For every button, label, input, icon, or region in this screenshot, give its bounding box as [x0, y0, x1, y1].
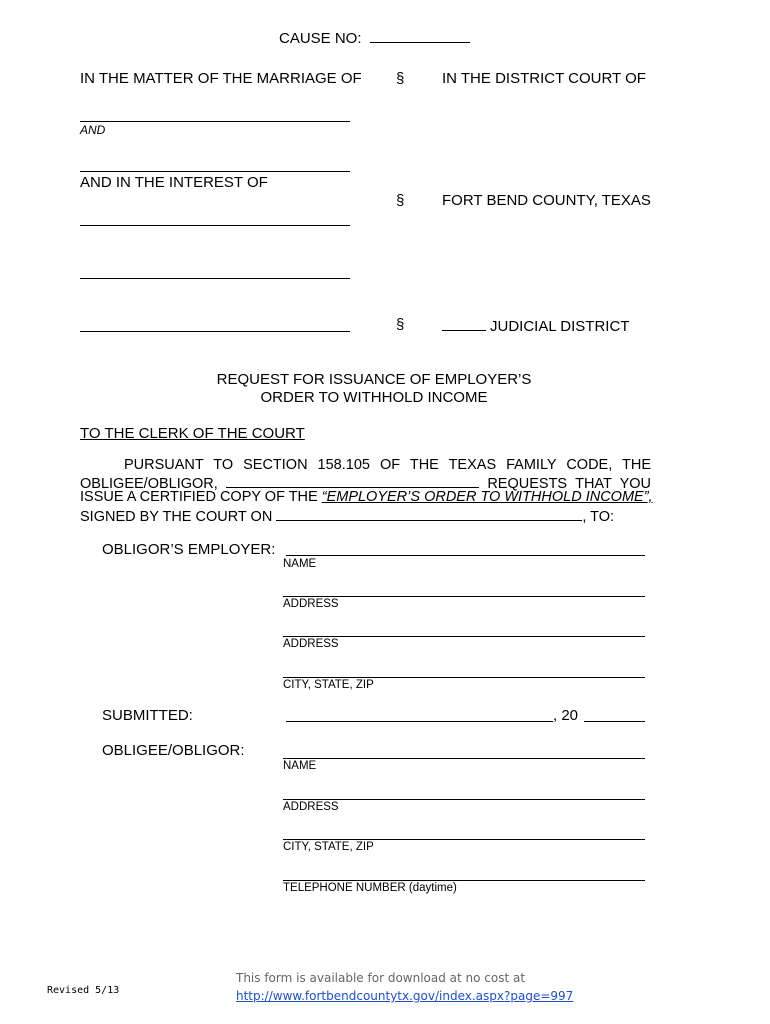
requests-text: REQUESTS THAT YOU [487, 476, 652, 492]
obligee-address-line [283, 799, 645, 800]
addressee: TO THE CLERK OF THE COURT [80, 425, 305, 442]
obligee-name-line [283, 758, 645, 759]
signed-text: SIGNED BY THE COURT ON [80, 509, 273, 525]
employer-name-line [286, 555, 645, 556]
paragraph-line3 [80, 489, 651, 505]
employer-city-caption: CITY, STATE, ZIP [283, 679, 374, 691]
submitted-date-line [286, 721, 553, 722]
submitted-year-prefix: , 20 [553, 707, 579, 724]
availability-note: This form is available for download at no cost at [236, 971, 526, 985]
obligee-address-caption: ADDRESS [283, 801, 339, 813]
employer-label: OBLIGOR’S EMPLOYER: [102, 541, 276, 558]
submitted-year-line [584, 721, 645, 722]
form-title-line1: REQUEST FOR ISSUANCE OF EMPLOYER’S [216, 371, 532, 388]
marriage-label: IN THE MATTER OF THE MARRIAGE OF [80, 70, 362, 87]
child3-line [80, 331, 350, 332]
submitted-label: SUBMITTED: [102, 707, 193, 724]
child2-line [80, 278, 350, 279]
obligee-phone-line [283, 880, 645, 881]
download-link[interactable]: http://www.fortbendcountytx.gov/index.aspx?page=997 [236, 989, 574, 1003]
to-text: , TO: [582, 509, 615, 525]
revision-note: Revised 5/13 [47, 985, 120, 996]
obligee-obligor-text: OBLIGEE/OBLIGOR, [80, 476, 218, 492]
paragraph-line1: PURSUANT TO SECTION 158.105 OF THE TEXAS FAMILY CODE, THE [124, 457, 651, 473]
obligee-name-caption: NAME [283, 760, 317, 772]
section-symbol: § [396, 316, 405, 333]
district-court-label: IN THE DISTRICT COURT OF [442, 70, 646, 87]
order-title-text: “EMPLOYER’S ORDER TO WITHHOLD INCOME”, [321, 489, 653, 505]
employer-address2-caption: ADDRESS [283, 638, 339, 650]
obligee-city-caption: CITY, STATE, ZIP [283, 841, 374, 853]
and-label: AND [80, 123, 106, 137]
interest-label: AND IN THE INTEREST OF [80, 174, 268, 191]
section-symbol: § [396, 70, 405, 87]
employer-address1-caption: ADDRESS [283, 598, 339, 610]
employer-address1-line [283, 596, 645, 597]
district-number-blank [442, 316, 486, 331]
party2-line [80, 171, 350, 172]
cause-no-label [279, 28, 470, 47]
paragraph-line4 [80, 506, 614, 525]
form-title-line2: ORDER TO WITHHOLD INCOME [260, 389, 488, 406]
judicial-district-text: JUDICIAL DISTRICT [490, 318, 630, 335]
employer-name-caption: NAME [283, 558, 317, 570]
child1-line [80, 225, 350, 226]
obligee-city-line [283, 839, 645, 840]
obligee-label: OBLIGEE/OBLIGOR: [102, 742, 245, 759]
obligee-name-blank [226, 473, 479, 488]
county-label: FORT BEND COUNTY, TEXAS [442, 192, 651, 209]
certified-copy-text: ISSUE A CERTIFIED COPY OF THE [80, 489, 318, 505]
cause-no-text: CAUSE NO: [279, 30, 362, 47]
employer-address2-line [283, 636, 645, 637]
signed-date-blank [276, 506, 582, 521]
judicial-district-label [442, 316, 629, 335]
obligee-phone-caption: TELEPHONE NUMBER (daytime) [283, 882, 457, 894]
cause-no-blank [370, 28, 470, 43]
party1-line [80, 121, 350, 122]
employer-city-line [283, 677, 645, 678]
section-symbol: § [396, 192, 405, 209]
